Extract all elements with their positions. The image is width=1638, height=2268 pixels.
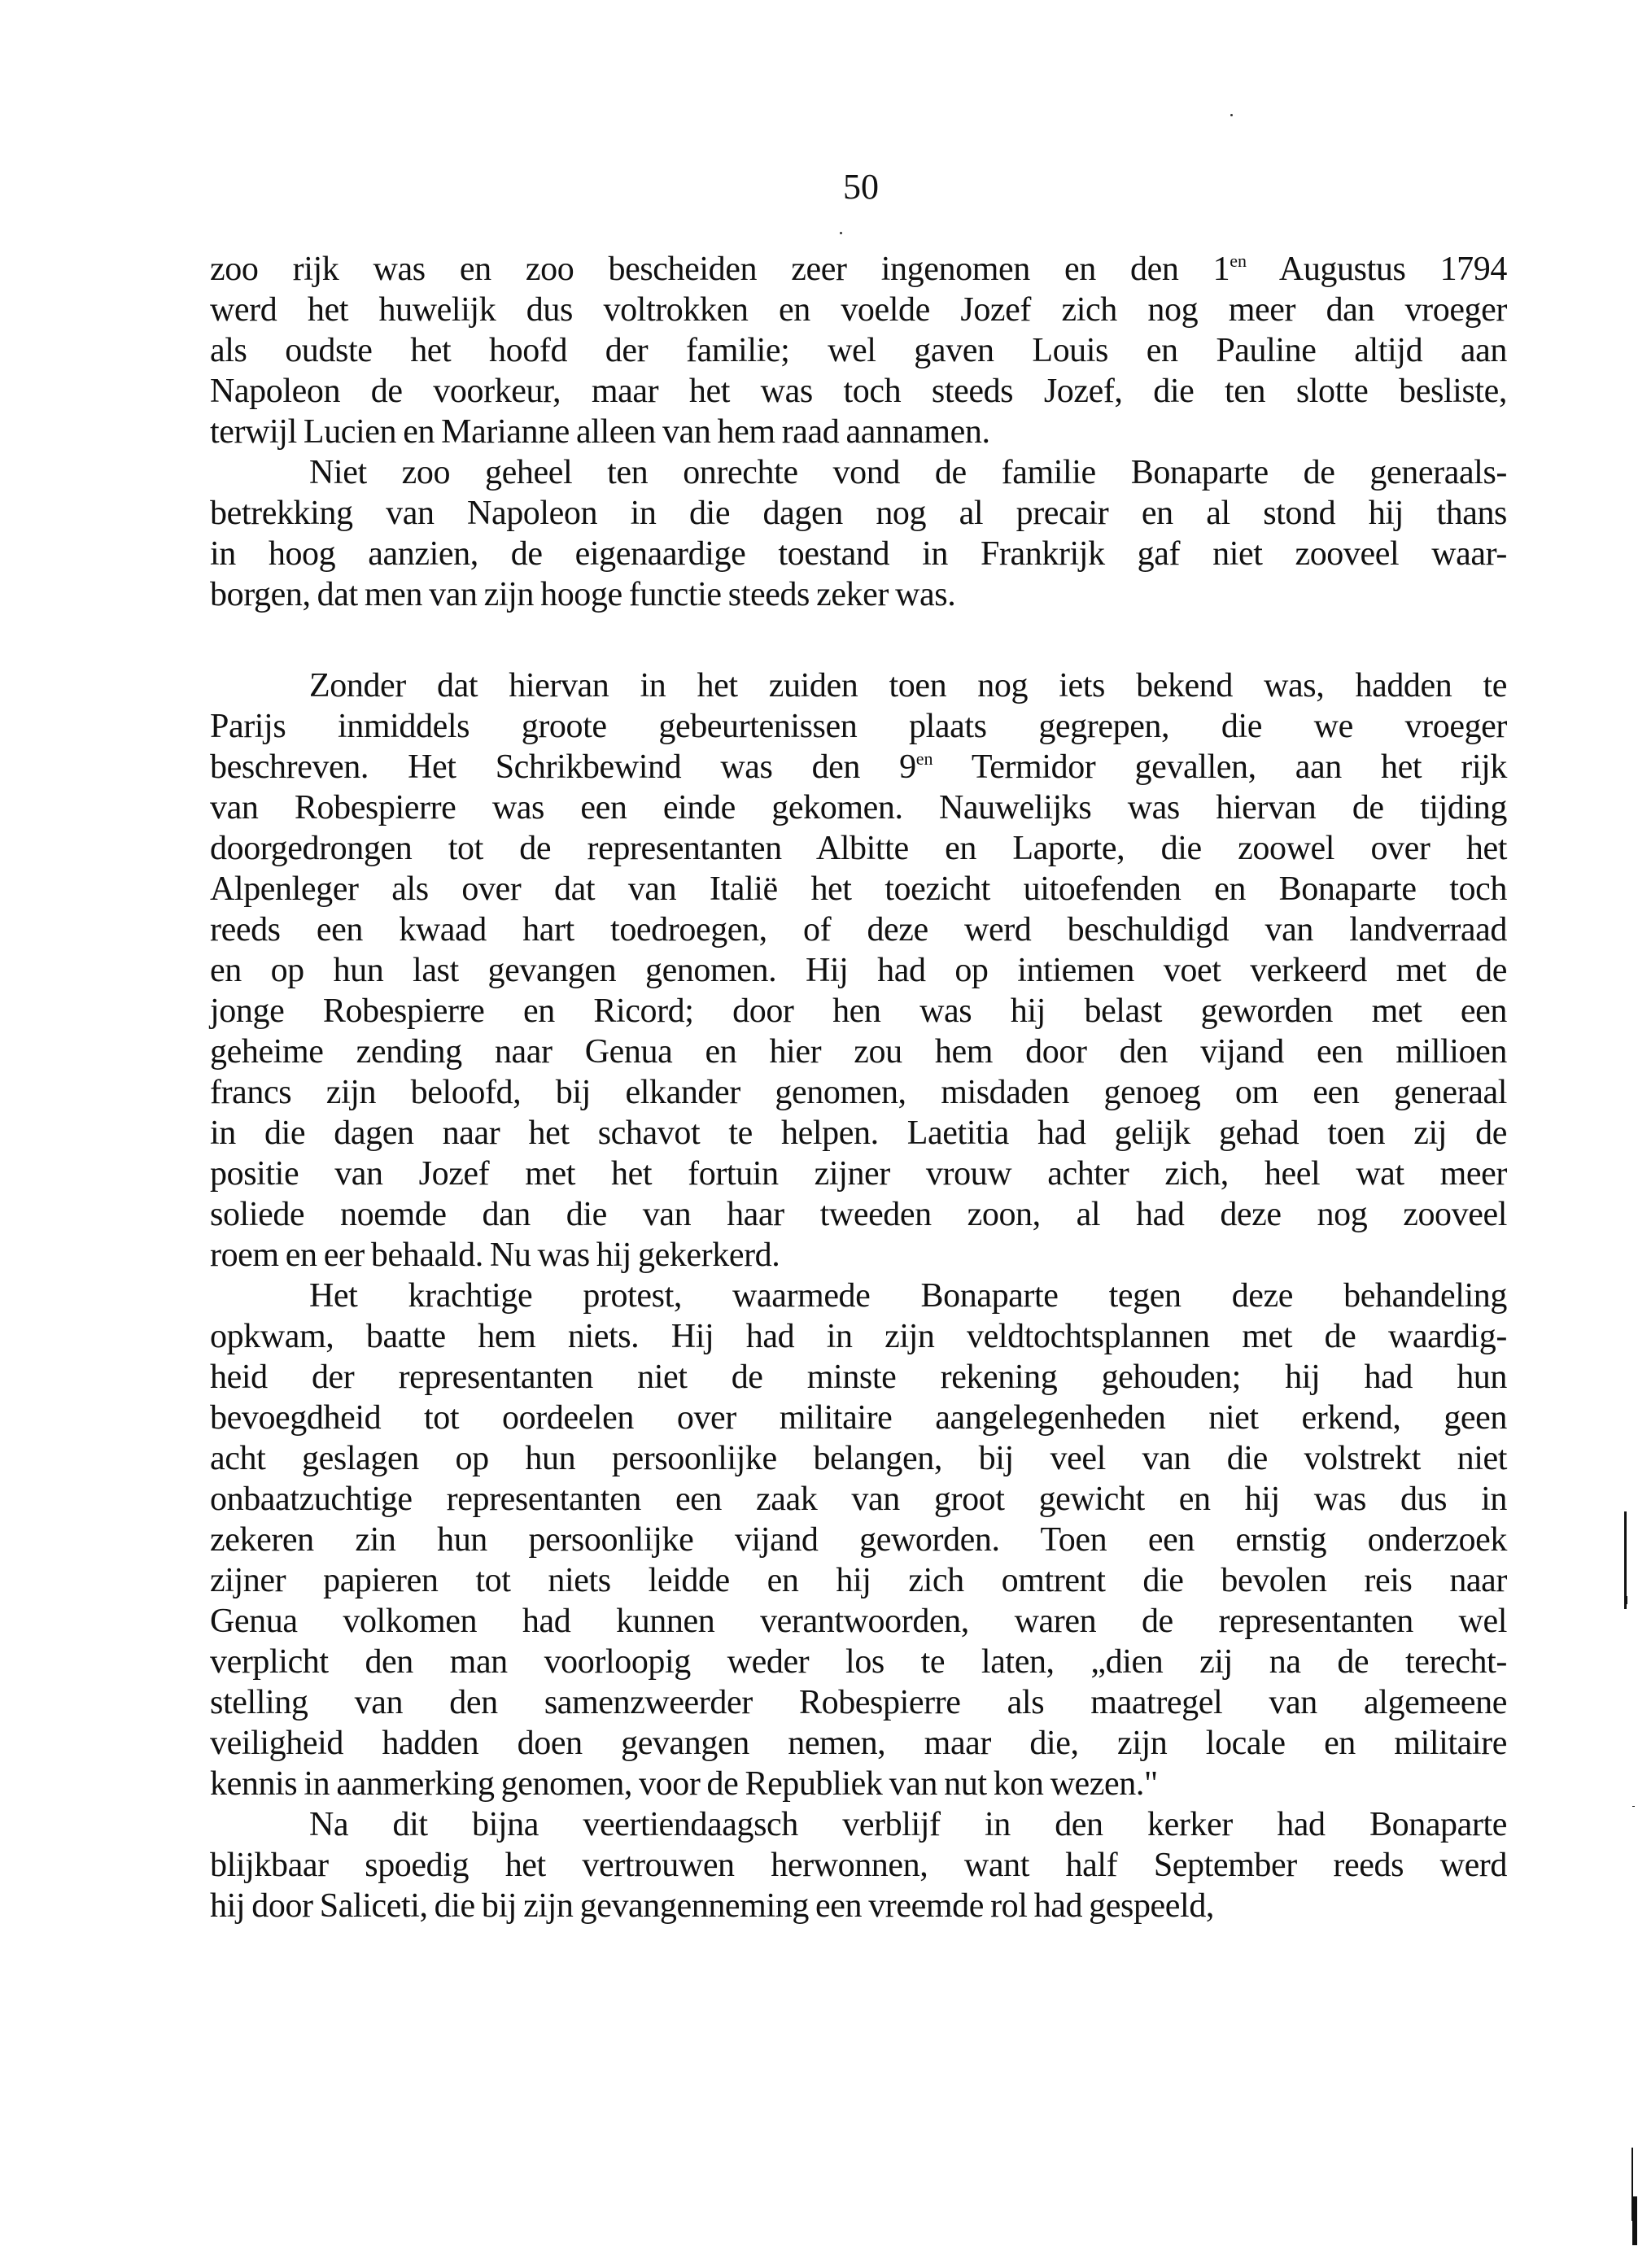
text-line	[210, 1560, 1507, 1601]
text-line	[210, 1194, 1507, 1235]
scan-edge-mark	[1624, 1511, 1627, 1609]
scan-speck	[840, 232, 842, 234]
text-run: als oudste het hoofd der familie; wel gaven Louis en Pauline altijd aan	[210, 332, 1507, 369]
text-run: heid der representanten niet de minste rekening gehouden; hij had hun	[210, 1359, 1507, 1396]
text-line	[210, 828, 1507, 869]
text-line	[210, 1113, 1507, 1154]
text-run: zoo rijk was en zoo bescheiden zeer ingenomen en den 1	[210, 251, 1230, 288]
text-line	[210, 371, 1507, 412]
text-run: borgen, dat men van zijn hooge functie steeds zeker was.	[210, 576, 956, 613]
text-run: doorgedrongen tot de representanten Albitte en Laporte, die zoowel over het	[210, 830, 1507, 867]
text-line	[210, 869, 1507, 909]
text-run: Na dit bijna veertiendaagsch verblijf in den kerker had Bonaparte	[309, 1806, 1507, 1843]
text-run: onbaatzuchtige representanten een zaak van groot gewicht en hij was dus in	[210, 1481, 1507, 1518]
text-line	[210, 1601, 1507, 1642]
text-line	[210, 534, 1507, 574]
text-run: opkwam, baatte hem niets. Hij had in zijn veldtochtsplannen met de waardig-	[210, 1318, 1507, 1355]
text-run: zijner papieren tot niets leidde en hij zich omtrent die bevolen reis naar	[210, 1562, 1507, 1599]
text-line	[210, 493, 1507, 534]
paragraph	[210, 665, 1507, 1276]
paragraph	[210, 249, 1507, 452]
text-run: Niet zoo geheel ten onrechte vond de familie Bonaparte de generaals-	[309, 454, 1507, 491]
paragraph	[210, 1276, 1507, 1804]
text-run: soliede noemde dan die van haar tweeden zoon, al had deze nog zooveel	[210, 1196, 1507, 1233]
text-line	[210, 290, 1507, 330]
text-run: bevoegdheid tot oordeelen over militaire aangelegenheden niet erkend, geen	[210, 1399, 1507, 1437]
text-line	[210, 1316, 1507, 1357]
text-run: kennis in aanmerking genomen, voor de Republiek van nut kon wezen."	[210, 1765, 1158, 1803]
text-line	[210, 1398, 1507, 1438]
text-run: van Robespierre was een einde gekomen. Nauwelijks was hiervan de tijding	[210, 789, 1507, 827]
text-line	[210, 452, 1507, 493]
text-run: blijkbaar spoedig het vertrouwen herwonnen, want half September reeds werd	[210, 1847, 1507, 1884]
text-run: Parijs inmiddels groote gebeurtenissen plaats gegrepen, die we vroeger	[210, 708, 1507, 745]
text-line	[210, 1845, 1507, 1886]
text-run: Het krachtige protest, waarmede Bonaparte tegen deze behandeling	[309, 1277, 1507, 1315]
text-run: Alpenleger als over dat van Italië het toezicht uitoefenden en Bonaparte toch	[210, 870, 1507, 908]
text-line	[210, 1235, 1507, 1276]
text-run: jonge Robespierre en Ricord; door hen was hij belast geworden met een	[210, 992, 1507, 1030]
text-line	[210, 330, 1507, 371]
text-run: Augustus 1794	[1247, 251, 1507, 288]
text-line	[210, 747, 1507, 787]
text-run: terwijl Lucien en Marianne alleen van hem raad aannamen.	[210, 413, 990, 451]
ordinal-superscript: en	[915, 748, 933, 769]
text-run: Genua volkomen had kunnen verantwoorden, waren de representanten wel	[210, 1603, 1507, 1640]
text-line	[210, 574, 1507, 615]
text-run: reeds een kwaad hart toedroegen, of deze werd beschuldigd van landverraad	[210, 911, 1507, 949]
text-line	[210, 1357, 1507, 1398]
text-run: geheime zending naar Genua en hier zou hem door den vijand een millioen	[210, 1033, 1507, 1071]
text-run: beschreven. Het Schrikbewind was den 9	[210, 748, 916, 786]
text-run: betrekking van Napoleon in die dagen nog al precair en al stond hij thans	[210, 495, 1507, 532]
body-text	[210, 249, 1507, 1926]
text-line	[210, 1032, 1507, 1072]
text-run: francs zijn beloofd, bij elkander genomen, misdaden genoeg om een generaal	[210, 1074, 1507, 1111]
text-run: werd het huwelijk dus voltrokken en voelde Jozef zich nog meer dan vroeger	[210, 291, 1507, 329]
text-run: roem en eer behaald. Nu was hij gekerkerd.	[210, 1236, 780, 1274]
text-line	[210, 1479, 1507, 1520]
ordinal-superscript: en	[1230, 251, 1247, 271]
text-run: Termidor gevallen, aan het rijk	[933, 748, 1507, 786]
text-run: zekeren zin hun persoonlijke vijand geworden. Toen een ernstig onderzoek	[210, 1521, 1507, 1559]
scan-edge-mark	[1626, 1596, 1627, 1604]
text-run: stelling van den samenzweerder Robespierre als maatregel van algemeene	[210, 1684, 1507, 1721]
text-run: acht geslagen op hun persoonlijke belangen, bij veel van die volstrekt niet	[210, 1440, 1507, 1477]
paragraph	[210, 1804, 1507, 1926]
text-line	[210, 249, 1507, 290]
text-line	[210, 787, 1507, 828]
text-line	[210, 1764, 1507, 1804]
paragraph	[210, 452, 1507, 615]
text-line	[210, 1276, 1507, 1316]
text-run: in hoog aanzien, de eigenaardige toestand in Frankrijk gaf niet zooveel waar-	[210, 535, 1507, 573]
text-run: hij door Saliceti, die bij zijn gevangenneming een vreemde rol had gespeeld,	[210, 1887, 1215, 1925]
text-run: en op hun last gevangen genomen. Hij had op intiemen voet verkeerd met de	[210, 952, 1507, 989]
text-line	[210, 412, 1507, 452]
text-line	[210, 1642, 1507, 1682]
text-line	[210, 950, 1507, 991]
text-run: Napoleon de voorkeur, maar het was toch steeds Jozef, die ten slotte besliste,	[210, 373, 1507, 410]
page-number: 50	[843, 167, 879, 207]
text-run: positie van Jozef met het fortuin zijner vrouw achter zich, heel wat meer	[210, 1155, 1507, 1193]
scan-edge-mark	[1632, 1806, 1635, 1807]
scan-speck	[1230, 114, 1233, 116]
paragraph-gap	[210, 615, 1507, 665]
text-line	[210, 1886, 1507, 1926]
text-line	[210, 1072, 1507, 1113]
text-run: in die dagen naar het schavot te helpen. Laetitia had gelijk gehad toen zij de	[210, 1114, 1507, 1152]
text-line	[210, 1804, 1507, 1845]
text-line	[210, 1723, 1507, 1764]
text-line	[210, 665, 1507, 706]
text-line	[210, 1682, 1507, 1723]
text-line	[210, 1154, 1507, 1194]
text-run: Zonder dat hiervan in het zuiden toen nog iets bekend was, hadden te	[309, 667, 1507, 704]
scan-edge-mark	[1632, 2196, 1637, 2245]
text-line	[210, 706, 1507, 747]
text-line	[210, 1520, 1507, 1560]
text-run: veiligheid hadden doen gevangen nemen, maar die, zijn locale en militaire	[210, 1725, 1507, 1762]
text-line	[210, 1438, 1507, 1479]
text-line	[210, 991, 1507, 1032]
text-run: verplicht den man voorloopig weder los te laten, „dien zij na de terecht-	[210, 1643, 1507, 1681]
text-line	[210, 909, 1507, 950]
